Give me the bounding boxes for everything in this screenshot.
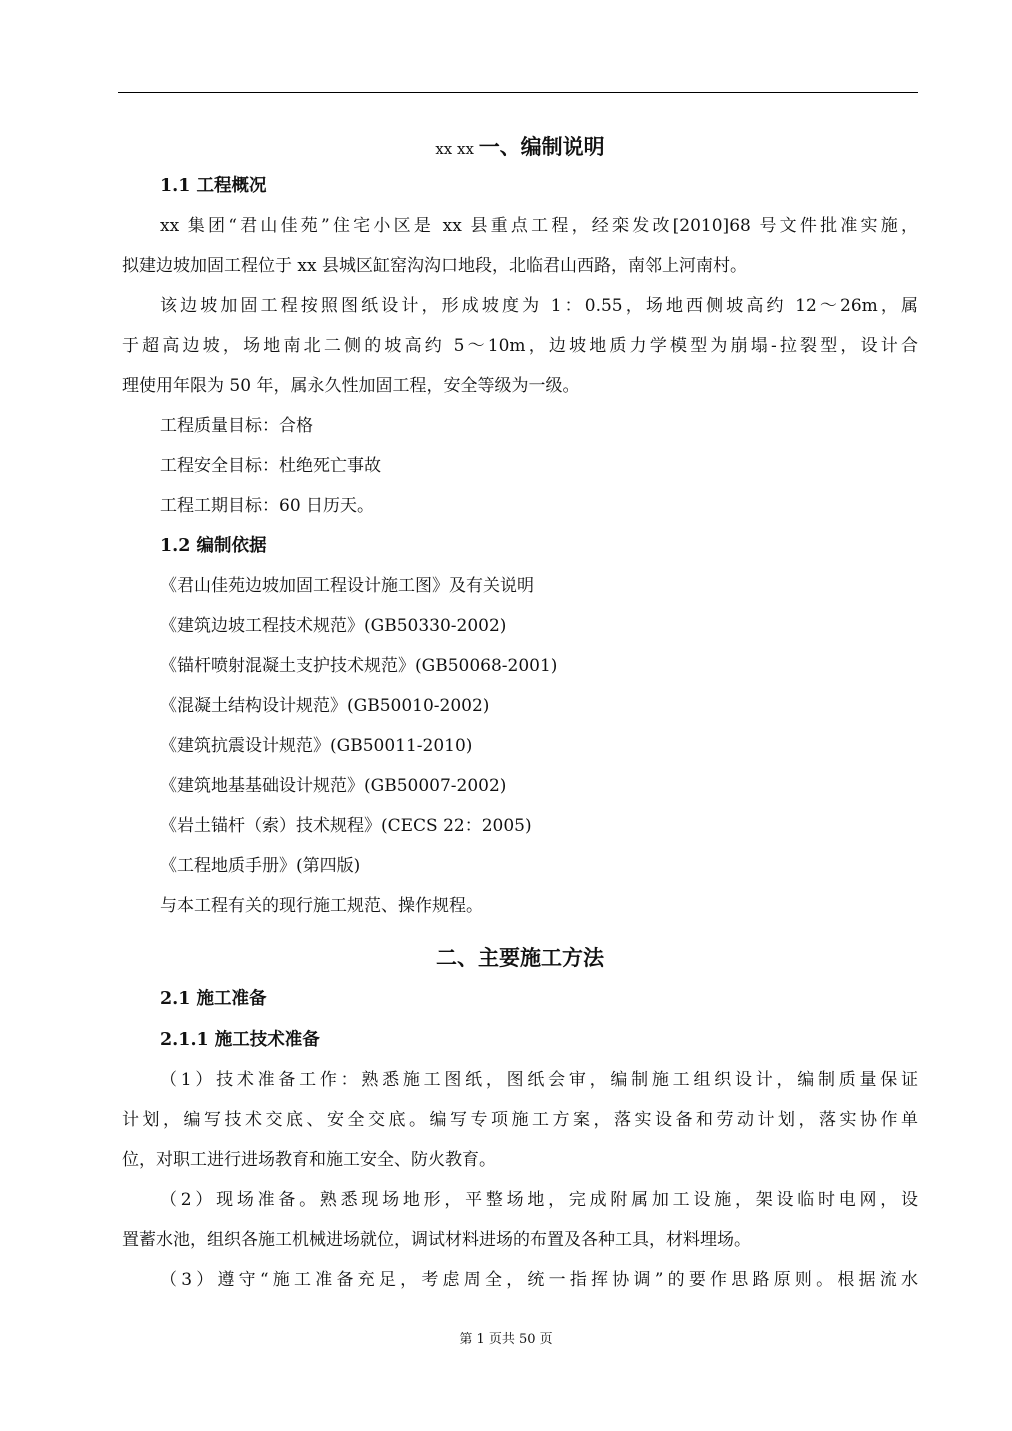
schedule-target: 工程工期目标：60 日历天。 (160, 496, 375, 516)
overview-para1-line1: xx 集团“君山佳苑”住宅小区是 xx 县重点工程，经栾发改[2010]68 号文件批准实施， (160, 216, 918, 236)
item2-line1: （2）现场准备。熟悉现场地形，平整场地，完成附属加工设施，架设临时电网，设 (160, 1190, 918, 1210)
reference-item: 《君山佳苑边坡加固工程设计施工图》及有关说明 (160, 576, 534, 596)
overview-para2-line2: 于超高边坡，场地南北二侧的坡高约 5～10m，边坡地质力学模型为崩塌-拉裂型，设计合 (122, 336, 918, 356)
section1-title-prefix: xx xx (435, 140, 479, 158)
page-footer: 第 1 页共 50 页 (459, 1332, 553, 1347)
item1-line1: （1）技术准备工作：熟悉施工图纸，图纸会审，编制施工组织设计，编制质量保证 (160, 1070, 918, 1090)
safety-target: 工程安全目标：杜绝死亡事故 (160, 456, 381, 476)
reference-item: 《岩土锚杆（索）技术规程》(CECS 22：2005) (160, 816, 532, 836)
page-content (122, 128, 918, 1300)
section2-title: 二、主要施工方法 (436, 945, 604, 970)
heading-1-2: 1.2 编制依据 (160, 536, 267, 556)
reference-item: 《工程地质手册》(第四版) (160, 856, 361, 876)
reference-item: 《锚杆喷射混凝土支护技术规范》(GB50068-2001) (160, 656, 558, 676)
heading-2-1: 2.1 施工准备 (160, 989, 267, 1009)
reference-item: 《建筑抗震设计规范》(GB50011-2010) (160, 736, 473, 756)
item1-line3: 位，对职工进行进场教育和施工安全、防火教育。 (122, 1150, 496, 1170)
reference-item: 《建筑地基基础设计规范》(GB50007-2002) (160, 776, 507, 796)
overview-para2-line1: 该边坡加固工程按照图纸设计，形成坡度为 1：0.55，场地西侧坡高约 12～26m，属 (160, 296, 918, 316)
heading-1-1: 1.1 工程概况 (160, 176, 267, 196)
item1-line2: 计划，编写技术交底、安全交底。编写专项施工方案，落实设备和劳动计划，落实协作单 (122, 1110, 918, 1130)
reference-item: 《建筑边坡工程技术规范》(GB50330-2002) (160, 616, 507, 636)
section1-title-text: 一、编制说明 (478, 134, 605, 159)
overview-para1-line2: 拟建边坡加固工程位于 xx 县城区缸窑沟沟口地段，北临君山西路，南邻上河南村。 (122, 256, 747, 276)
overview-para2-line3: 理使用年限为 50 年，属永久性加固工程，安全等级为一级。 (122, 376, 580, 396)
reference-list (122, 566, 918, 926)
header-rule (118, 92, 918, 93)
quality-target: 工程质量目标：合格 (160, 416, 313, 436)
heading-2-1-1: 2.1.1 施工技术准备 (160, 1030, 320, 1050)
reference-item: 《混凝土结构设计规范》(GB50010-2002) (160, 696, 490, 716)
reference-item: 与本工程有关的现行施工规范、操作规程。 (160, 896, 483, 916)
item3-line1: （3）遵守“施工准备充足，考虑周全，统一指挥协调”的要作思路原则。根据流水 (160, 1270, 918, 1290)
item2-line2: 置蓄水池，组织各施工机械进场就位，调试材料进场的布置及各种工具，材料埋场。 (122, 1230, 751, 1250)
section1-title (122, 128, 918, 166)
